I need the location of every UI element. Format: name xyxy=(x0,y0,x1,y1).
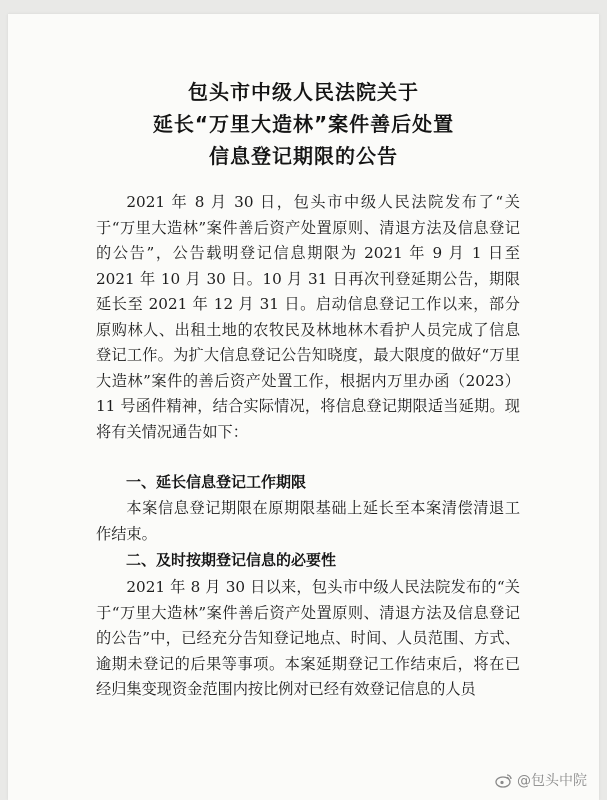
title-line-2: 延长“万里大造林”案件善后处置 xyxy=(152,112,455,136)
section-1-heading: 一、延长信息登记工作期限 xyxy=(126,473,307,491)
section-2-heading: 二、及时按期登记信息的必要性 xyxy=(126,551,337,569)
title-line-1: 包头市中级人民法院关于 xyxy=(188,80,419,104)
intro-paragraph: 2021 年 8 月 30 日，包头市中级人民法院发布了“关于“万里大造林”案件善后资产处置原则、清退方法及信息登记的公告”，公告载明登记信息期限为 2021 年 9 月 1 日至 2021 年 10 月 30 日。10 月 31 日再次刊登延期公告，期限延长至 2021 年 12 月 31 日。启动信息登记工作以来，部分原购林人、出租土地的农牧民及林地林木看护人员完成了信息登记工作。为扩大信息登记公告知晓度，最大限度的做好“万里大造林”案件的善后资产处置工作，根据内万里办函（2023）11 号函件精神，结合实际情况，将信息登记期限适当延期。现将有关情况通告如下： xyxy=(96,193,520,441)
weibo-icon xyxy=(495,773,513,788)
weibo-watermark xyxy=(495,770,587,790)
title-line-3: 信息登记期限的公告 xyxy=(209,144,398,168)
watermark-text: @包头中院 xyxy=(517,773,587,789)
section-2-text: 2021 年 8 月 30 日以来，包头市中级人民法院发布的“关于“万里大造林”案件善后资产处置原则、清退方法及信息登记的公告”中，已经充分告知登记地点、时间、人员范围、方式、逾期未登记的后果等事项。本案延期登记工作结束后，将在已经归集变现资金范围内按比例对已经有效登记信息的人员 xyxy=(96,578,520,698)
section-1-text: 本案信息登记期限在原期限基础上延长至本案清偿清退工作结束。 xyxy=(96,499,520,543)
